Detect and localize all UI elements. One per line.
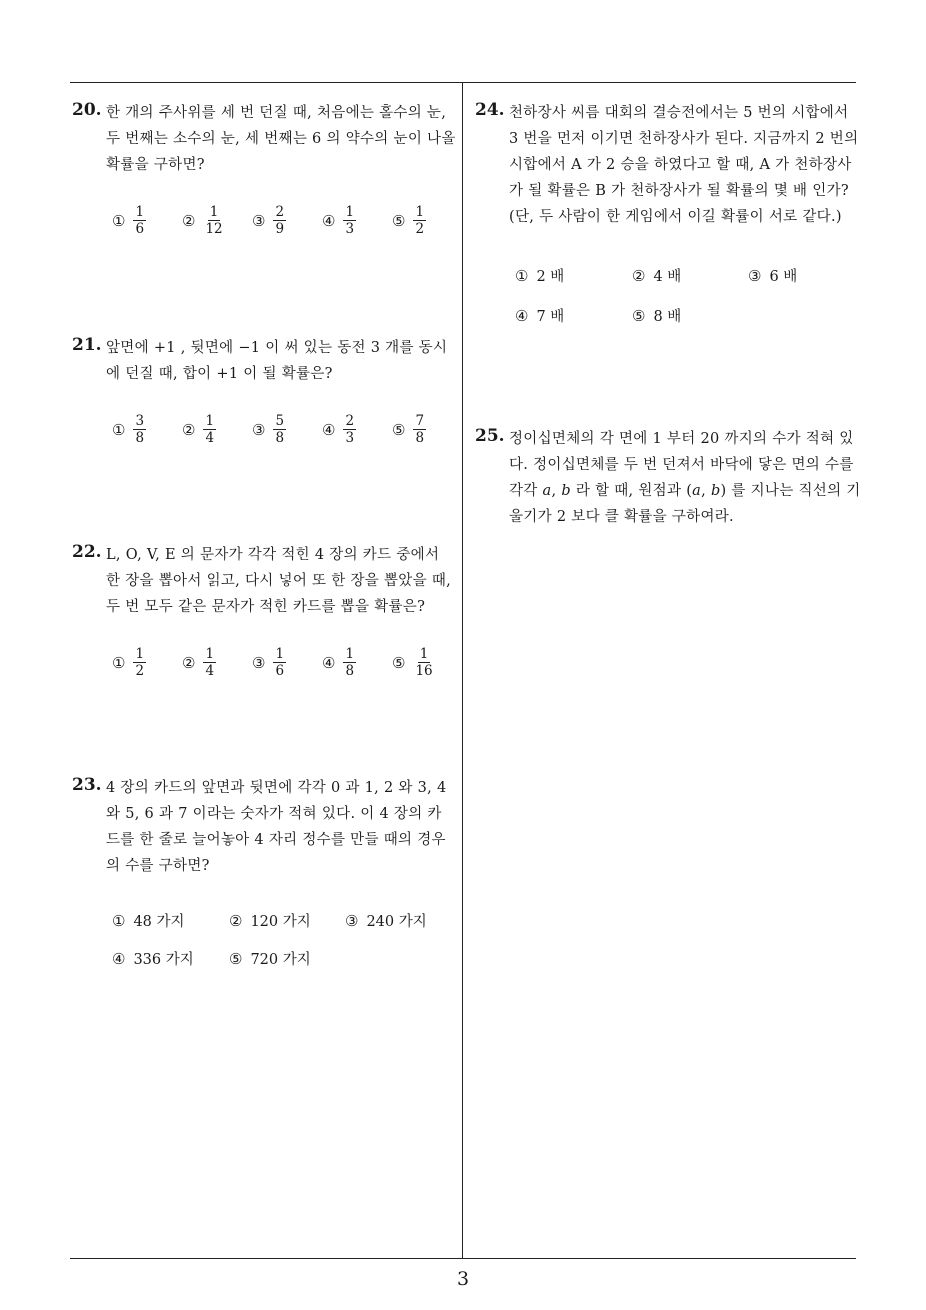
choice-3[interactable]: ③ 6 배 (748, 266, 798, 285)
choice-2[interactable]: ② 120 가지 (229, 911, 311, 930)
top-rule (70, 82, 856, 83)
choice-5[interactable]: ⑤ $\frac{7}{8}$ (392, 413, 425, 446)
variable-a: a (542, 483, 552, 499)
choice-2[interactable]: ② $\frac{1}{4}$ (182, 413, 215, 446)
question-23 (72, 775, 456, 968)
question-number: 20. (72, 100, 102, 120)
fraction: $\frac{2}{3}$ (345, 413, 355, 446)
question-22 (72, 542, 456, 679)
question-text: 4 장의 카드의 앞면과 뒷면에 각각 0 과 1, 2 와 3, 4 와 5, 6 과 7 이라는 숫자가 적혀 있다. 이 4 장의 카드를 한 줄로 늘어놓아 4 자리 정수를 만들 때의 경우의 수를 구하면? (106, 780, 447, 874)
fraction: $\frac{1}{6}$ (135, 204, 145, 237)
question-number: 23. (72, 775, 102, 795)
fraction: $\frac{1}{16}$ (415, 646, 433, 679)
choice-1[interactable]: ① $\frac{3}{8}$ (112, 413, 145, 446)
choice-5[interactable]: ⑤ 8 배 (632, 306, 682, 325)
fraction: $\frac{2}{9}$ (275, 204, 285, 237)
fraction: $\frac{1}{8}$ (345, 646, 355, 679)
choice-3[interactable]: ③ $\frac{2}{9}$ (252, 204, 285, 237)
fraction: $\frac{5}{8}$ (275, 413, 285, 446)
question-number: 24. (475, 100, 505, 120)
question-text: 정이십면체의 각 면에 1 부터 20 까지의 수가 적혀 있다. 정이십면체를 두 번 던져서 바닥에 닿은 면의 수를 각각 a, b 라 할 때, 원점과 (a, b) 를 지나는 직선의 기울기가 2 보다 클 확률을 구하여라. (509, 431, 861, 525)
variable-a: a (692, 483, 702, 499)
choice-1[interactable]: ① 2 배 (515, 266, 565, 285)
bottom-rule (70, 1258, 856, 1259)
choice-5[interactable]: ⑤ $\frac{1}{2}$ (392, 204, 425, 237)
choice-1[interactable]: ① $\frac{1}{2}$ (112, 646, 145, 679)
variable-b: b (561, 483, 571, 499)
question-text: 천하장사 씨름 대회의 결승전에서는 5 번의 시합에서 3 번을 먼저 이기면 천하장사가 된다. 지금까지 2 번의 시합에서 A 가 2 승을 하였다고 할 때, A 가 천하장사가 될 확률은 B 가 천하장사가 될 확률의 몇 배 인가? (단, 두 사람이 한 게임에서 이길 확률이 서로 같다.) (509, 105, 859, 225)
question-25 (475, 426, 861, 530)
choice-3[interactable]: ③ 240 가지 (345, 911, 427, 930)
choice-4[interactable]: ④ $\frac{1}{3}$ (322, 204, 355, 237)
choice-1[interactable]: ① 48 가지 (112, 911, 185, 930)
choice-3[interactable]: ③ $\frac{1}{6}$ (252, 646, 285, 679)
choice-4[interactable]: ④ 336 가지 (112, 949, 194, 968)
choice-2[interactable]: ② $\frac{1}{4}$ (182, 646, 215, 679)
question-20 (72, 100, 456, 237)
fraction: $\frac{1}{4}$ (205, 413, 215, 446)
page-number: 3 (456, 1268, 470, 1290)
variable-b: b (710, 483, 721, 499)
question-number: 22. (72, 542, 102, 562)
choice-5[interactable]: ⑤ 720 가지 (229, 949, 311, 968)
column-divider (462, 82, 463, 1258)
question-number: 25. (475, 426, 505, 446)
choice-5[interactable]: ⑤ $\frac{1}{16}$ (392, 646, 433, 679)
fraction: $\frac{1}{6}$ (275, 646, 285, 679)
fraction: $\frac{3}{8}$ (135, 413, 145, 446)
question-text: L, O, V, E 의 문자가 각각 적힌 4 장의 카드 중에서 한 장을 뽑아서 읽고, 다시 넣어 또 한 장을 뽑았을 때, 두 번 모두 같은 문자가 적힌 카드를 뽑을 확률은? (106, 547, 452, 615)
question-text: 한 개의 주사위를 세 번 던질 때, 처음에는 홀수의 눈, 두 번째는 소수의 눈, 세 번째는 6 의 약수의 눈이 나올 확률을 구하면? (106, 105, 456, 173)
fraction: $\frac{1}{4}$ (205, 646, 215, 679)
choice-2[interactable]: ② 4 배 (632, 266, 682, 285)
question-21 (72, 335, 456, 446)
choice-1[interactable]: ① $\frac{1}{6}$ (112, 204, 145, 237)
fraction: $\frac{1}{3}$ (345, 204, 355, 237)
choice-4[interactable]: ④ $\frac{2}{3}$ (322, 413, 355, 446)
fraction: $\frac{7}{8}$ (415, 413, 425, 446)
fraction: $\frac{1}{2}$ (415, 204, 425, 237)
choice-4[interactable]: ④ 7 배 (515, 306, 565, 325)
question-number: 21. (72, 335, 102, 355)
question-text: 앞면에 +1 , 뒷면에 −1 이 써 있는 동전 3 개를 동시에 던질 때, 합이 +1 이 될 확률은? (106, 340, 448, 382)
choice-2[interactable]: ② $\frac{1}{12}$ (182, 204, 223, 237)
question-24 (475, 100, 861, 325)
choice-4[interactable]: ④ $\frac{1}{8}$ (322, 646, 355, 679)
fraction: $\frac{1}{12}$ (205, 204, 223, 237)
fraction: $\frac{1}{2}$ (135, 646, 145, 679)
choice-3[interactable]: ③ $\frac{5}{8}$ (252, 413, 285, 446)
